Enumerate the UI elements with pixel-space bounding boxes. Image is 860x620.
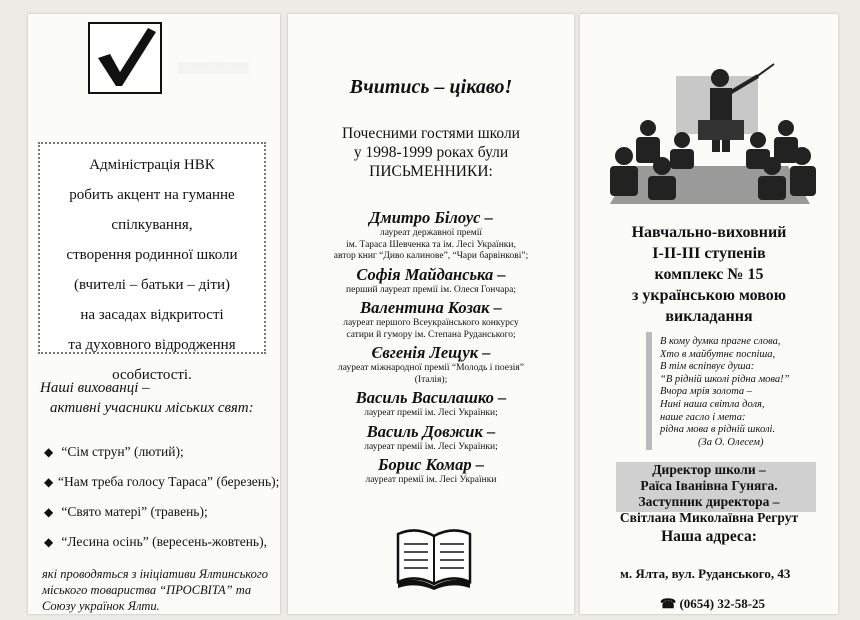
right-panel: [580, 14, 838, 614]
admin-line: особистості.: [112, 367, 192, 383]
diamond-bullet-icon: ◆: [44, 505, 54, 519]
list-item: [44, 439, 279, 469]
admin-line: та духовного відродження: [68, 337, 236, 353]
pupils-heading-line-1: Наші вихованці –: [40, 380, 150, 396]
admin-line: робить акцент на гуманне: [69, 187, 235, 203]
diamond-bullet-icon: ◆: [44, 445, 54, 459]
writer-name: Борис Комар –: [378, 455, 484, 474]
admin-line: Адміністрація НВК: [89, 157, 215, 173]
events-footer: які проводяться з ініціативи Ялтинського міського товариства “ПРОСВІТА” та Союзу українок Ялти.: [42, 567, 269, 613]
writer-description: [288, 475, 574, 487]
director-line: Раїса Іванівна Гуняга.: [640, 478, 778, 493]
list-item: [44, 469, 279, 499]
checkmark-icon: [88, 22, 162, 94]
writer-description: [288, 318, 574, 341]
school-title: [580, 222, 838, 327]
panel-title: Вчитись – цікаво!: [349, 76, 513, 98]
writer-desc-line: автор книг “Диво калинове”, “Чари барвінкові”;: [333, 251, 529, 261]
bleed-through-text: ▒▒▒▒▒▒▒▒▒▒: [178, 63, 249, 74]
list-item: [44, 499, 279, 529]
pupils-heading: [40, 378, 276, 418]
writer-desc-line: лауреат премії ім. Лесі Українки;: [364, 441, 498, 452]
left-panel: [28, 14, 280, 614]
guests-line: у 1998-1999 роках були: [353, 144, 509, 161]
school-title-line: з українською мовою: [631, 287, 787, 304]
writer-desc-line: лауреат міжнародної премії “Молодь і поезія”: [337, 363, 525, 373]
guests-line: Почесними гостями школи: [342, 125, 520, 142]
diamond-bullet-icon: ◆: [44, 475, 54, 489]
poem-line: Вчора мрія золота –: [660, 386, 753, 398]
event-label: “Сім струн” (лютий);: [61, 444, 184, 459]
writer-description: [288, 442, 574, 454]
poem-line: наше гасло і мета:: [660, 411, 746, 423]
writer-name: Валентина Козак –: [360, 298, 502, 317]
director-line: Директор школи –: [652, 462, 766, 477]
writer-name: Євгенія Лещук –: [371, 343, 491, 362]
writer-desc-line: ім. Тараса Шевченка та ім. Лесі Українки,: [346, 239, 516, 250]
guests-intro: [288, 124, 574, 181]
pupils-heading-line-2: активні учасники міських свят:: [50, 400, 254, 416]
school-title-line: Навчально-виховний: [631, 224, 787, 241]
diamond-bullet-icon: ◆: [44, 535, 54, 549]
admin-line: на засадах відкритості: [80, 307, 224, 323]
phone: [660, 596, 765, 612]
admin-line: спілкування,: [111, 217, 193, 233]
middle-panel: [288, 14, 574, 614]
poem: [660, 336, 830, 449]
event-label: “Лесина осінь” (вересень-жовтень),: [61, 534, 267, 549]
teacher-classroom-icon: [602, 54, 818, 204]
director-info: [580, 462, 838, 526]
writer-desc-line: (Італія);: [414, 374, 448, 385]
admin-line: (вчителі – батьки – діти): [74, 277, 230, 293]
director-line: Заступник директора –: [638, 494, 780, 509]
address: м. Ялта, вул. Руданського, 43: [620, 566, 791, 581]
writer-desc-line: лауреат премії ім. Лесі Українки: [365, 475, 497, 485]
school-title-line: комплекс № 15: [654, 266, 764, 283]
director-line: Світлана Миколаївна Регрут: [619, 510, 799, 525]
writer-name: Софія Майданська –: [356, 264, 506, 284]
admin-line: створення родинної школи: [66, 247, 238, 263]
poem-line: рідна мова в рідній школі.: [660, 424, 776, 436]
events-list: [44, 439, 279, 559]
poem-side-bar: [646, 332, 652, 450]
poem-line: В кому думка прагне слова,: [660, 336, 781, 347]
writer-name: Василь Василашко –: [355, 388, 507, 407]
poem-line: Хто в майбутнє поспіша,: [660, 348, 776, 360]
phone-number: (0654) 32-58-25: [679, 596, 766, 611]
guests-line: ПИСЬМЕННИКИ:: [369, 163, 493, 180]
event-label: “Нам треба голосу Тараса” (березень);: [58, 474, 280, 489]
writer-description: [288, 408, 574, 420]
writer-name: Дмитро Білоус –: [369, 208, 493, 227]
administration-box: [38, 142, 266, 383]
writer-name: Василь Довжик –: [366, 421, 496, 441]
address-title: Наша адреса:: [661, 528, 757, 545]
poem-author: (За О. Олесем): [698, 436, 764, 448]
telephone-icon: ☎: [660, 596, 677, 611]
writer-desc-line: перший лауреат премії ім. Олеся Гончара;: [346, 284, 516, 295]
writer-desc-line: лауреат премії ім. Лесі Українки;: [364, 408, 498, 418]
writers-list: [288, 208, 574, 489]
writer-description: [288, 363, 574, 386]
poem-line: Нині наша світла доля,: [660, 398, 765, 410]
school-title-line: викладання: [665, 308, 753, 325]
poem-line: “В рідній школі рідна мова!”: [660, 373, 790, 385]
list-item: [44, 529, 279, 559]
writer-desc-line: лауреат першого Всеукраїнського конкурсу: [343, 318, 519, 328]
writer-description: [288, 285, 574, 297]
open-book-icon: [394, 522, 474, 592]
writer-desc-line: лауреат державної премії: [379, 228, 483, 238]
poem-line: В тім вспіпвує душа:: [660, 361, 755, 373]
writer-description: [288, 228, 574, 263]
school-title-line: І-ІІ-ІІІ ступенів: [652, 245, 766, 262]
writer-desc-line: сатири й гумору ім. Степана Руданського;: [346, 329, 516, 340]
event-label: “Свято матері” (травень);: [61, 504, 208, 519]
